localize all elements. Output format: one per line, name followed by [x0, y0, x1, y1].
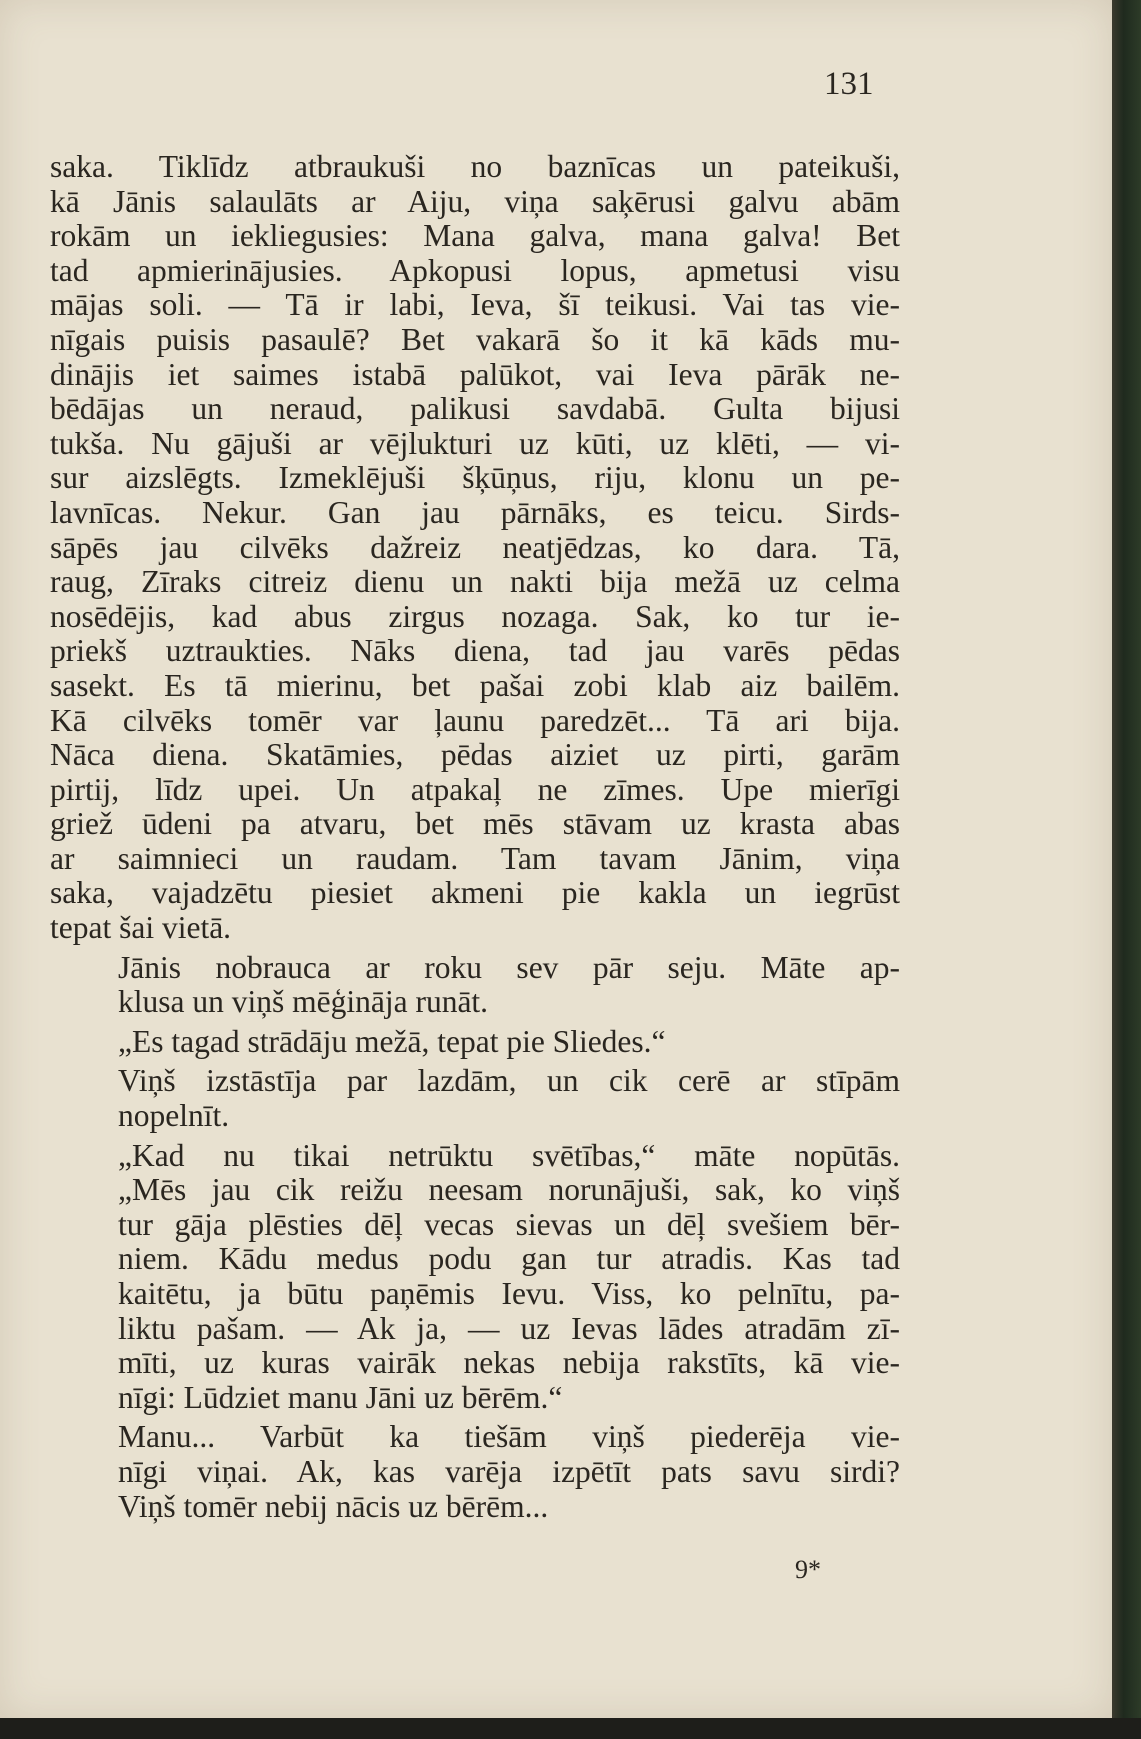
text-line: priekš uztraukties. Nāks diena, tad jau varēs pēdas [50, 633, 900, 669]
text-line: kaitētu, ja būtu paņēmis Ievu. Viss, ko pelnītu, pa- [118, 1276, 900, 1311]
text-line: mīti, uz kuras vairāk nekas nebija rakstīts, kā vie- [118, 1345, 900, 1381]
text-line: nosēdējis, kad abus zirgus nozaga. Sak, ko tur ie- [50, 598, 900, 634]
text-line: kā Jānis salaulāts ar Aiju, viņa saķērusi galvu abām [50, 183, 900, 219]
paragraph [50, 150, 900, 946]
text-line: ar saimnieci un raudam. Tam tavam Jānim, viņa [50, 840, 900, 876]
text-line: tad apmierinājusies. Apkopusi lopus, apmetusi visu [50, 252, 900, 288]
text-line: Viņš tomēr nebij nācis uz bērēm... [118, 1488, 549, 1524]
text-line: niem. Kādu medus podu gan tur atradis. Kas tad [118, 1241, 900, 1277]
text-line: Kā cilvēks tomēr var ļaunu paredzēt... Tā ari bija. [50, 702, 900, 738]
paragraph [50, 1025, 900, 1060]
text-line: sāpēs jau cilvēks dažreiz neatjēdzas, ko dara. Tā, [50, 529, 900, 565]
paragraph [50, 1139, 900, 1416]
text-line: raug, Zīraks citreiz dienu un nakti bija mežā uz celma [50, 564, 900, 600]
text-line: Jānis nobrauca ar roku sev pār seju. Māte ap- [118, 949, 900, 985]
text-line: Nāca diena. Skatāmies, pēdas aiziet uz pirti, garām [50, 737, 900, 773]
text-line: nopelnīt. [118, 1098, 230, 1134]
paragraph [50, 1064, 900, 1133]
book-edge-right [1112, 0, 1141, 1739]
text-line: mājas soli. — Tā ir labi, Ieva, šī teikusi. Vai tas vie- [50, 287, 900, 323]
text-line: „Kad nu tikai netrūktu svētības,“ māte nopūtās. [118, 1137, 900, 1173]
text-line: rokām un iekliegusies: Mana galva, mana galva! Bet [50, 218, 900, 254]
text-line: „Mēs jau cik reižu neesam norunājuši, sak, ko viņš [118, 1172, 900, 1208]
page-number: 131 [824, 66, 874, 102]
text-line: saka. Tiklīdz atbraukuši no baznīcas un pateikuši, [50, 149, 900, 184]
text-line: sur aizslēgts. Izmeklējuši šķūņus, riju, klonu un pe- [50, 460, 900, 496]
text-line: bēdājas un neraud, palikusi savdabā. Gulta bijusi [50, 391, 900, 427]
signature-mark: 9* [795, 1555, 821, 1584]
text-line: dinājis iet saimes istabā palūkot, vai Ieva pārāk ne- [50, 356, 900, 392]
text-line: nīgi: Lūdziet manu Jāni uz bērēm.“ [118, 1379, 563, 1415]
text-line: Manu... Varbūt ka tiešām viņš piederēja vie- [118, 1419, 900, 1455]
body-text [50, 150, 900, 1524]
text-line: Viņš izstāstīja par lazdām, un cik cerē ar stīpām [118, 1063, 900, 1099]
text-line: tukša. Nu gājuši ar vējlukturi uz kūti, uz klēti, — vi- [50, 425, 900, 461]
text-line: pirtij, līdz upei. Un atpakaļ ne zīmes. Upe mierīgi [50, 771, 900, 807]
text-line: nīgais puisis pasaulē? Bet vakarā šo it kā kāds mu- [50, 321, 900, 357]
text-line: tur gāja plēsties dēļ vecas sievas un dēļ svešiem bēr- [118, 1206, 900, 1242]
text-line: lavnīcas. Nekur. Gan jau pārnāks, es teicu. Sirds- [50, 494, 900, 530]
text-line: klusa un viņš mēģināja runāt. [118, 984, 489, 1020]
text-line: sasekt. Es tā mierinu, bet pašai zobi klab aiz bailēm. [50, 667, 900, 703]
text-line: tepat šai vietā. [50, 910, 232, 946]
text-line: liktu pašam. — Ak ja, — uz Ievas lādes atradām zī- [118, 1310, 900, 1346]
text-line: „Es tagad strādāju mežā, tepat pie Sliedes.“ [118, 1023, 666, 1059]
text-line: saka, vajadzētu piesiet akmeni pie kakla un iegrūst [50, 875, 900, 911]
text-line: nīgi viņai. Ak, kas varēja izpētīt pats savu sirdi? [118, 1453, 900, 1489]
book-edge-bottom [0, 1718, 1141, 1739]
paragraph [50, 951, 900, 1020]
text-line: griež ūdeni pa atvaru, bet mēs stāvam uz krasta abas [50, 806, 900, 842]
paragraph [50, 1420, 900, 1524]
